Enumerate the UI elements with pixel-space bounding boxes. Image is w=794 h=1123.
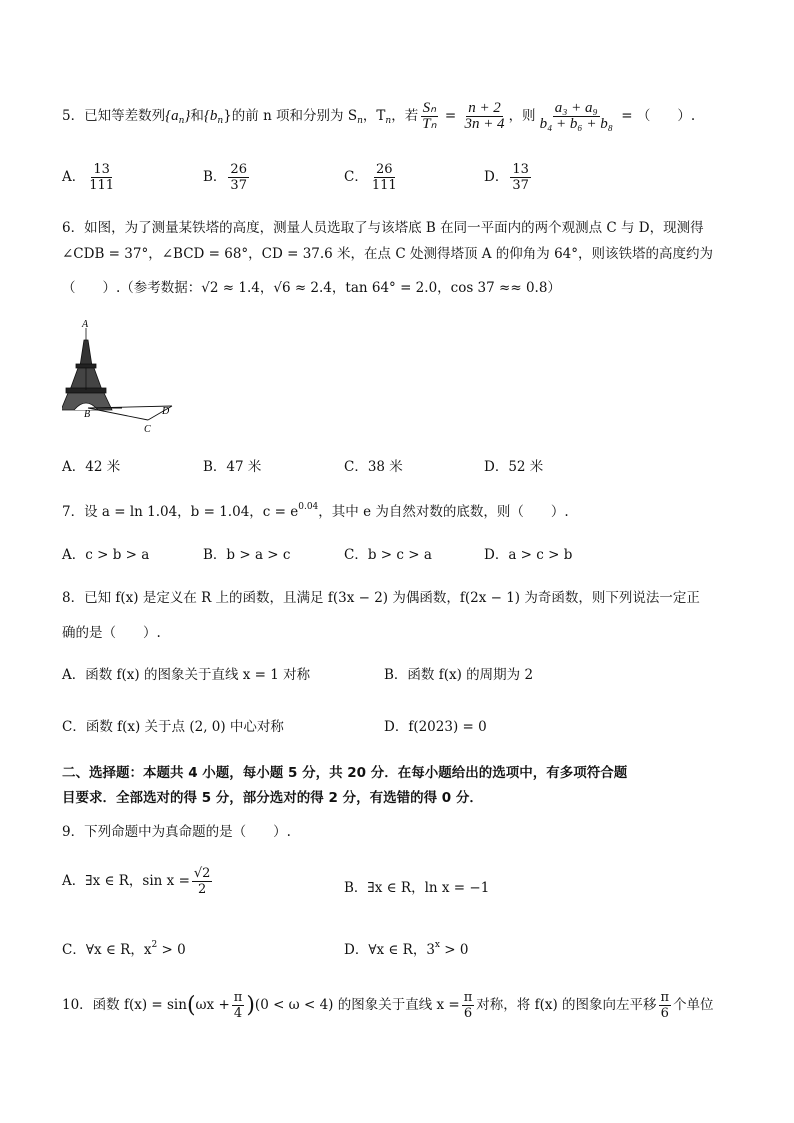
q7-option-d: D．a > c > b: [484, 547, 573, 563]
q7-stem: 7．设 a = ln 1.04，b = 1.04，$c = e^{0.04}$，其中 e 为自然对数的底数，则（ ）.: [62, 502, 569, 520]
q6-option-b: B．47 米: [203, 459, 262, 475]
q5-option-c: C． $\frac{26}{111}$: [344, 162, 397, 193]
q7-option-b: B．b > a > c: [203, 547, 291, 563]
q9-option-d: D．∀x ∈ R，$3^x > 0$: [344, 940, 469, 958]
q8-stem-line-2: 确的是（ ）.: [62, 625, 161, 641]
q8-stem-line-1: 8．已知 f(x) 是定义在 R 上的函数，且满足 f(3x − 2) 为偶函数，f(2x − 1) 为奇函数，则下列说法一定正: [62, 590, 700, 606]
q5-option-a: A． $\frac{13}{111}$: [62, 162, 115, 193]
q5-fraction-target: $\frac{\text{a₃ + a₉}}{\text{b₄ + b₆ + b₈}}$: [539, 100, 613, 132]
q6-option-c: C．38 米: [344, 459, 403, 475]
q8-option-c: C．函数 f(x) 关于点 (2, 0) 中心对称: [62, 719, 284, 735]
figure-label-d: D: [162, 406, 170, 417]
q6-stem-line-1: 6．如图，为了测量某铁塔的高度，测量人员选取了与该塔底 B 在同一平面内的两个观测点 C 与 D，现测得: [62, 220, 704, 236]
q5-stem: 5．已知等差数列$\{a_n\}$和$\{b_n\}$的前 n 项和分别为 $S_n$，$T_n$，若 $\frac{\text{Sₙ}}{\text{Tₙ}}$ = $\frac{n + 2}{3n + 4}$ ，则 $\frac{\text{a₃ + a₉}}{\text{b₄ + b₆ + b₈}}$ = （ ）.: [62, 100, 696, 132]
q7-option-a: A．c > b > a: [62, 547, 150, 563]
q9-stem: 9．下列命题中为真命题的是（ ）.: [62, 824, 291, 840]
q6-stem-line-2: ∠CDB = 37°，∠BCD = 68°，CD = 37.6 米，在点 C 处测得塔顶 A 的仰角为 64°，则该铁塔的高度约为: [62, 246, 714, 262]
q5-fraction-s-over-t: $\frac{\text{Sₙ}}{\text{Tₙ}}$: [422, 100, 437, 132]
q6-stem-line-3: （ ）.（参考数据：√2 ≈ 1.4，√6 ≈ 2.4，tan 64° = 2.0，cos 37 ≈≈ 0.8）: [62, 280, 561, 296]
q10-stem: 10．函数 f(x) = sin(ωx + $\frac{\pi}{4}$ )(0 < ω < 4) 的图象关于直线 x = $\frac{\pi}{6}$ 对称，将 f(x) 的图象向左平移 $\frac{\pi}{6}$ 个单位: [62, 990, 714, 1021]
q5-option-b: B． $\frac{26}{37}$: [203, 162, 247, 193]
q5-option-d: D． $\frac{13}{37}$: [484, 162, 529, 193]
figure-label-c: C: [144, 424, 151, 435]
q9-option-a: A．∃x ∈ R，sin x = $\frac{√2}{2}$: [62, 866, 211, 897]
q6-option-a: A．42 米: [62, 459, 121, 475]
q9-option-b: B．∃x ∈ R，ln x = −1: [344, 880, 490, 896]
section-2-heading-line-1: 二、选择题：本题共 4 小题，每小题 5 分，共 20 分．在每小题给出的选项中，有多项符合题: [62, 765, 628, 781]
section-2-heading-line-2: 目要求．全部选对的得 5 分，部分选对的得 2 分，有选错的得 0 分．: [62, 790, 483, 806]
q6-option-d: D．52 米: [484, 459, 544, 475]
eiffel-tower-figure: [62, 318, 182, 438]
q8-option-a: A．函数 f(x) 的图象关于直线 x = 1 对称: [62, 667, 311, 683]
q8-option-d: D．f(2023) = 0: [384, 719, 487, 735]
q7-option-c: C．b > c > a: [344, 547, 432, 563]
q5-fraction-ratio: $\frac{n + 2}{3n + 4}$: [464, 100, 505, 132]
figure-label-b: B: [84, 409, 91, 420]
figure-label-a: A: [82, 319, 89, 330]
q8-option-b: B．函数 f(x) 的周期为 2: [384, 667, 534, 683]
q9-option-c: C．∀x ∈ R，$x^2 > 0$: [62, 940, 186, 958]
